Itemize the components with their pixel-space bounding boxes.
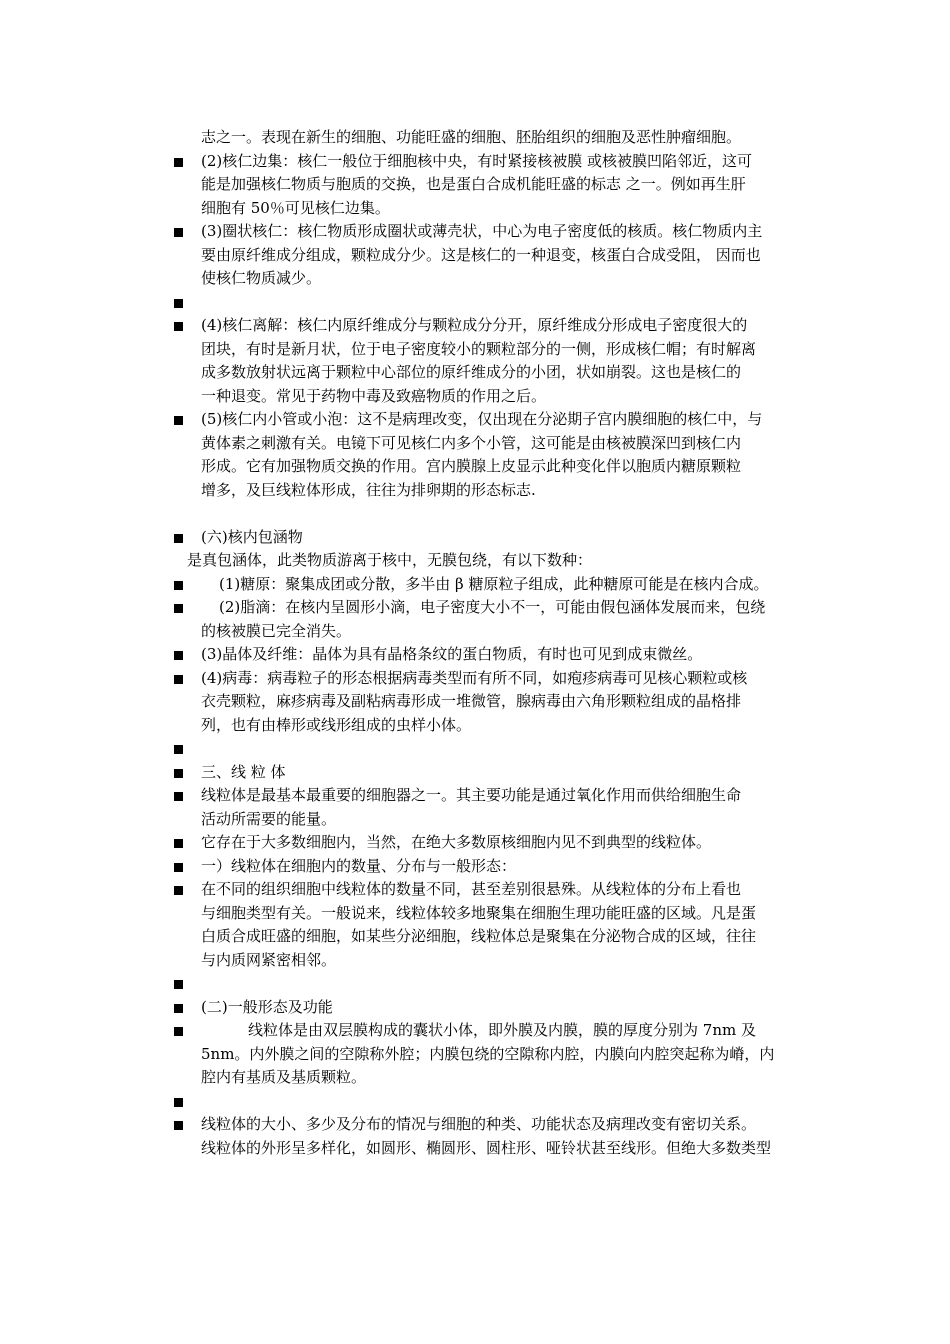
paragraph-continuation-line: [173, 690, 809, 714]
bullet-paragraph-line: [173, 643, 809, 667]
square-bullet-icon: [174, 675, 183, 684]
square-bullet-icon: [174, 228, 183, 237]
paragraph-continuation-line: [173, 479, 809, 503]
line-text: 三、线 粒 体: [201, 762, 286, 781]
bullet-paragraph-line: [173, 314, 809, 338]
square-bullet-icon: [174, 299, 183, 308]
paragraph-continuation-line: [173, 455, 809, 479]
line-text: (六)核内包涵物: [201, 527, 303, 546]
line-text: (1)糖原：聚集成团或分散，多半由 β 糖原粒子组成，此种糖原可能是在核内合成。: [219, 574, 769, 593]
line-text: (3)圈状核仁：核仁物质形成圈状或薄壳状，中心为电子密度低的核质。核仁物质内主: [201, 222, 763, 240]
square-bullet-icon: [174, 651, 183, 660]
paragraph-continuation-line: [173, 620, 809, 644]
line-text: 细胞有 50％可见核仁边集。: [201, 198, 390, 217]
line-text: 的核被膜已完全消失。: [201, 621, 352, 640]
line-text: (4)核仁离解：核仁内原纤维成分与颗粒成分分开，原纤维成分形成电子密度很大的: [201, 316, 748, 334]
paragraph-continuation-line: [173, 925, 809, 949]
paragraph-continuation-line: [173, 244, 809, 268]
bullet-paragraph-line: [173, 150, 809, 174]
square-bullet-icon: [174, 863, 183, 872]
blank-line: [173, 502, 809, 526]
line-text: 成多数放射状远离于颗粒中心部位的原纤维成分的小团，状如崩裂。这也是核仁的: [201, 363, 742, 381]
square-bullet-icon: [174, 416, 183, 425]
bullet-paragraph-line: [173, 972, 809, 996]
document-body: [173, 126, 809, 1160]
line-text: 增多，及巨线粒体形成，往往为排卵期的形态标志.: [201, 480, 536, 499]
line-text: 与内质网紧密相邻。: [201, 950, 337, 969]
bullet-paragraph-line: [173, 855, 809, 879]
line-text: 是真包涵体，此类物质游离于核中，无膜包绕，有以下数种：: [187, 551, 593, 569]
bullet-paragraph-line: [173, 761, 809, 785]
paragraph-continuation-line: [173, 173, 809, 197]
line-text: 线粒体的大小、多少及分布的情况与细胞的种类、功能状态及病理改变有密切关系。: [201, 1115, 757, 1133]
paragraph-continuation-line: [173, 1043, 809, 1067]
square-bullet-icon: [174, 769, 183, 778]
bullet-paragraph-line: [173, 408, 809, 432]
square-bullet-icon: [174, 1027, 183, 1036]
line-text: 要由原纤维成分组成，颗粒成分少。这是核仁的一种退变，核蛋白合成受阻， 因而也: [201, 245, 761, 264]
line-text: (5)核仁内小管或小泡：这不是病理改变，仅出现在分泌期子宫内膜细胞的核仁中，与: [201, 410, 763, 428]
square-bullet-icon: [174, 1004, 183, 1013]
line-text: 与细胞类型有关。一般说来，线粒体较多地聚集在细胞生理功能旺盛的区域。凡是蛋: [201, 903, 757, 922]
square-bullet-icon: [174, 604, 183, 613]
line-text: 在不同的组织细胞中线粒体的数量不同，甚至差别很悬殊。从线粒体的分布上看也: [201, 880, 742, 898]
line-text: 线粒体的外形呈多样化，如圆形、椭圆形、圆柱形、哑铃状甚至线形。但绝大多数类型: [201, 1138, 772, 1157]
line-text: 使核仁物质减少。: [201, 269, 322, 287]
line-text: (2)核仁边集：核仁一般位于细胞核中央，有时紧接核被膜 或核被膜凹陷邻近，这可: [201, 151, 753, 170]
bullet-paragraph-line: [173, 1113, 809, 1137]
square-bullet-icon: [174, 1121, 183, 1130]
paragraph-continuation-line: [173, 338, 809, 362]
paragraph-continuation-line: [173, 385, 809, 409]
square-bullet-icon: [174, 886, 183, 895]
bullet-paragraph-line: [173, 1090, 809, 1114]
square-bullet-icon: [174, 322, 183, 331]
paragraph-continuation-line: [173, 197, 809, 221]
line-text: 团块，有时是新月状，位于电子密度较小的颗粒部分的一侧，形成核仁帽；有时解离: [201, 339, 757, 358]
paragraph-continuation-line: [173, 949, 809, 973]
line-text: 线粒体是最基本最重要的细胞器之一。其主要功能是通过氧化作用而供给细胞生命: [201, 786, 742, 804]
square-bullet-icon: [174, 792, 183, 801]
paragraph-continuation-line: [173, 432, 809, 456]
bullet-paragraph-line: [173, 878, 809, 902]
square-bullet-icon: [174, 980, 183, 989]
square-bullet-icon: [174, 158, 183, 167]
paragraph-continuation-line: [173, 126, 809, 150]
line-text: 一种退变。常见于药物中毒及致癌物质的作用之后。: [201, 386, 547, 405]
line-text: 活动所需要的能量。: [201, 809, 337, 828]
line-text: (4)病毒：病毒粒子的形态根据病毒类型而有所不同，如疱疹病毒可见核心颗粒或核: [201, 668, 748, 687]
bullet-paragraph-line: [173, 1019, 809, 1043]
line-text: 5nm。内外膜之间的空隙称外腔；内膜包绕的空隙称内腔，内膜向内腔突起称为嵴，内: [201, 1044, 775, 1063]
paragraph-continuation-line: [173, 549, 809, 573]
square-bullet-icon: [174, 839, 183, 848]
line-text: 列，也有由棒形或线形组成的虫样小体。: [201, 715, 472, 734]
line-text: 衣壳颗粒，麻疹病毒及副粘病毒形成一堆微管，腺病毒由六角形颗粒组成的晶格排: [201, 692, 742, 710]
paragraph-continuation-line: [173, 714, 809, 738]
bullet-paragraph-line: [173, 667, 809, 691]
bullet-paragraph-line: [173, 573, 809, 597]
square-bullet-icon: [174, 581, 183, 590]
line-text: 黄体素之刺激有关。电镜下可见核仁内多个小管，这可能是由核被膜深凹到核仁内: [201, 433, 742, 452]
paragraph-continuation-line: [173, 267, 809, 291]
square-bullet-icon: [174, 1098, 183, 1107]
paragraph-continuation-line: [173, 361, 809, 385]
line-text: (2)脂滴：在核内呈圆形小滴，电子密度大小不一，可能由假包涵体发展而来，包绕: [219, 598, 766, 616]
line-text: (二)一般形态及功能: [201, 997, 333, 1016]
line-text: 线粒体是由双层膜构成的囊状小体，即外膜及内膜，膜的厚度分别为 7nm 及: [248, 1021, 756, 1039]
square-bullet-icon: [174, 534, 183, 543]
paragraph-continuation-line: [173, 808, 809, 832]
bullet-paragraph-line: [173, 996, 809, 1020]
bullet-paragraph-line: [173, 526, 809, 550]
line-text: 一）线粒体在细胞内的数量、分布与一般形态：: [201, 856, 517, 875]
paragraph-continuation-line: [173, 902, 809, 926]
bullet-paragraph-line: [173, 220, 809, 244]
bullet-paragraph-line: [173, 831, 809, 855]
bullet-paragraph-line: [173, 737, 809, 761]
bullet-paragraph-line: [173, 596, 809, 620]
square-bullet-icon: [174, 745, 183, 754]
line-text: 志之一。表现在新生的细胞、功能旺盛的细胞、胚胎组织的细胞及恶性肿瘤细胞。: [201, 128, 742, 146]
bullet-paragraph-line: [173, 784, 809, 808]
line-text: 能是加强核仁物质与胞质的交换，也是蛋白合成机能旺盛的标志 之一。例如再生肝: [201, 175, 746, 193]
line-text: 它存在于大多数细胞内，当然，在绝大多数原核细胞内见不到典型的线粒体。: [201, 833, 712, 851]
paragraph-continuation-line: [173, 1066, 809, 1090]
line-text: 腔内有基质及基质颗粒。: [201, 1068, 367, 1086]
paragraph-continuation-line: [173, 1137, 809, 1161]
line-text: 形成。它有加强物质交换的作用。宫内膜腺上皮显示此种变化伴以胞质内糖原颗粒: [201, 457, 742, 475]
bullet-paragraph-line: [173, 291, 809, 315]
line-text: (3)晶体及纤维：晶体为具有晶格条纹的蛋白物质，有时也可见到成束微丝。: [201, 645, 703, 663]
line-text: 白质合成旺盛的细胞，如某些分泌细胞，线粒体总是聚集在分泌物合成的区域，往往: [201, 927, 757, 945]
